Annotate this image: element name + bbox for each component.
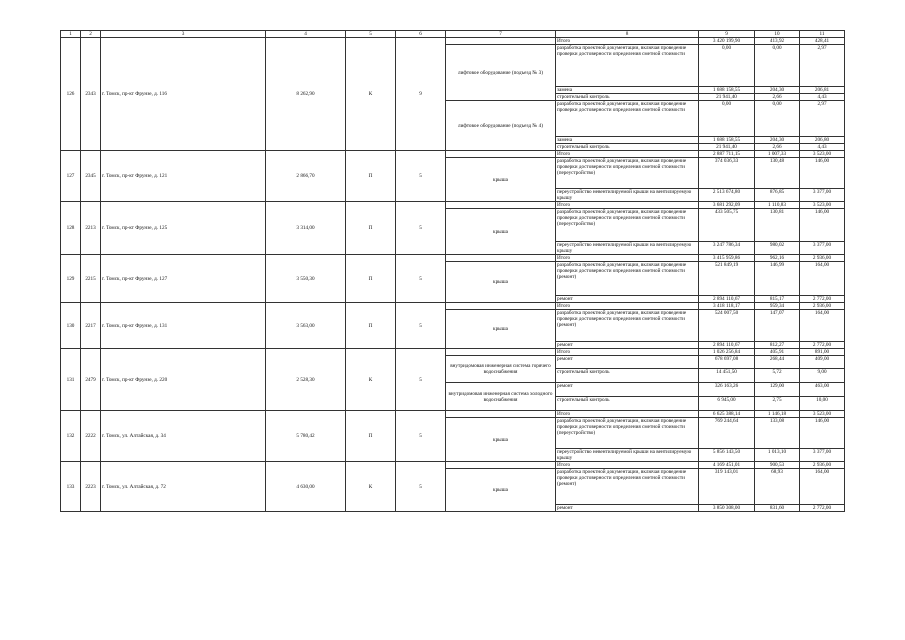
total-cost-per-m2: 962,16 [755, 255, 800, 262]
work-item-label: замена [556, 87, 699, 94]
work-item-limit-per-m2: 4,43 [800, 144, 845, 151]
table-row [61, 411, 845, 418]
work-item-label: строительный контроль [556, 144, 699, 151]
work-item-cost-per-m2: 68,93 [755, 469, 800, 505]
work-item-cost-per-m2: 2,66 [755, 94, 800, 101]
total-cost: 1 026 256,84 [699, 349, 755, 356]
work-item-cost-per-m2: 268,44 [755, 356, 800, 369]
work-item-label: переустройство невентилируемой крыши на вентилируемую крышу [556, 242, 699, 255]
total-cost: 4 169 451,01 [699, 462, 755, 469]
work-item-cost: 678 697,08 [699, 356, 755, 369]
house-area: 4 630,00 [266, 462, 346, 512]
total-label: Итого [556, 202, 699, 209]
column-header-5: 5 [346, 31, 396, 38]
house-class: П [346, 411, 396, 462]
work-item-label: разработка проектной документации, включая проведение проверки достоверности определения сметной стоимости (ремонт) [556, 262, 699, 296]
work-item-label: разработка проектной документации, включая проведение проверки достоверности определения сметной стоимости (ремонт) [556, 310, 699, 342]
work-item-cost-per-m2: 129,00 [755, 383, 800, 397]
work-item-cost: 1 688 158,55 [699, 137, 755, 144]
table-row [61, 151, 845, 158]
work-item-cost-per-m2: 133,08 [755, 418, 800, 449]
house-floors: 5 [396, 411, 446, 462]
total-cost-per-m2: 1 007,33 [755, 151, 800, 158]
work-type-blank [446, 462, 556, 469]
house-address: г. Томск, пр-кт Фрунзе, д. 131 [101, 303, 266, 349]
work-item-label: переустройство невентилируемой крыши на вентилируемую крышу [556, 449, 699, 462]
work-type: крыша [446, 418, 556, 462]
work-item-limit-per-m2: 206,80 [800, 137, 845, 144]
work-item-label: разработка проектной документации, включая проведение проверки достоверности определения сметной стоимости (переустройство) [556, 418, 699, 449]
work-item-limit-per-m2: 2 772,00 [800, 342, 845, 349]
work-item-limit-per-m2: 164,00 [800, 469, 845, 505]
work-item-cost-per-m2: 876,85 [755, 189, 800, 202]
work-type-blank [446, 151, 556, 158]
work-item-limit-per-m2: 2,97 [800, 45, 845, 87]
work-type: крыша [446, 262, 556, 303]
house-area: 2 866,70 [266, 151, 346, 202]
total-cost-per-m2: 413,92 [755, 38, 800, 45]
work-item-label: ремонт [556, 383, 699, 397]
work-item-limit-per-m2: 463,00 [800, 383, 845, 397]
row-number: 132 [61, 411, 81, 462]
row-number: 130 [61, 303, 81, 349]
row-number: 127 [61, 151, 81, 202]
house-floors: 5 [396, 255, 446, 303]
work-item-cost: 319 143,01 [699, 469, 755, 505]
column-header-3: 3 [101, 31, 266, 38]
work-type: лифтовое оборудование (подъезд № 3) [446, 45, 556, 101]
work-item-cost-per-m2: 812,27 [755, 342, 800, 349]
capital-repair-table [60, 30, 845, 512]
work-item-label: разработка проектной документации, включая проведение проверки достоверности определения сметной стоимости [556, 45, 699, 87]
table-row [61, 303, 845, 310]
work-item-cost: 3 247 786,34 [699, 242, 755, 255]
work-item-cost-per-m2: 0,00 [755, 101, 800, 137]
work-item-label: строительный контроль [556, 369, 699, 383]
row-number: 126 [61, 38, 81, 151]
work-item-cost-per-m2: 0,00 [755, 45, 800, 87]
total-cost: 3 681 292,09 [699, 202, 755, 209]
work-item-cost: 5 856 143,50 [699, 449, 755, 462]
table-row [61, 202, 845, 209]
house-area: 5 780,42 [266, 411, 346, 462]
table-header [61, 31, 845, 38]
work-item-cost-per-m2: 831,60 [755, 505, 800, 512]
work-item-label: ремонт [556, 505, 699, 512]
column-header-8: 8 [556, 31, 699, 38]
work-item-label: строительный контроль [556, 397, 699, 411]
work-type: крыша [446, 310, 556, 349]
house-id: 2217 [81, 303, 101, 349]
total-cost-per-m2: 405,91 [755, 349, 800, 356]
house-id: 2222 [81, 411, 101, 462]
work-item-cost-per-m2: 1 013,10 [755, 449, 800, 462]
total-cost: 3 415 959,86 [699, 255, 755, 262]
work-type-blank [446, 303, 556, 310]
house-id: 2345 [81, 151, 101, 202]
work-item-limit-per-m2: 146,00 [800, 209, 845, 242]
house-id: 2215 [81, 255, 101, 303]
work-item-cost-per-m2: 5,72 [755, 369, 800, 383]
work-item-label: разработка проектной документации, включая проведение проверки достоверности определения сметной стоимости (переустройство) [556, 158, 699, 189]
work-item-cost: 21 941,40 [699, 144, 755, 151]
work-item-limit-per-m2: 4,43 [800, 94, 845, 101]
work-item-cost: 524 007,50 [699, 310, 755, 342]
work-item-cost: 433 505,75 [699, 209, 755, 242]
house-floors: 5 [396, 151, 446, 202]
house-class: П [346, 202, 396, 255]
work-type-blank [446, 202, 556, 209]
work-type: внутридомовая инженерная система горячего водоснабжения [446, 356, 556, 383]
house-floors: 5 [396, 349, 446, 411]
work-item-limit-per-m2: 3 377,00 [800, 242, 845, 255]
row-number: 131 [61, 349, 81, 411]
house-class: П [346, 151, 396, 202]
work-item-label: разработка проектной документации, включая проведение проверки достоверности определения сметной стоимости (ремонт) [556, 469, 699, 505]
work-item-label: разработка проектной документации, включая проведение проверки достоверности определения сметной стоимости [556, 101, 699, 137]
total-label: Итого [556, 303, 699, 310]
house-class: К [346, 349, 396, 411]
column-header-4: 4 [266, 31, 346, 38]
table-body [61, 38, 845, 512]
house-class: К [346, 462, 396, 512]
work-type-blank [446, 411, 556, 418]
total-cost: 3 418 118,17 [699, 303, 755, 310]
work-item-cost-per-m2: 2,66 [755, 144, 800, 151]
house-id: 2223 [81, 462, 101, 512]
column-header-2: 2 [81, 31, 101, 38]
column-header-10: 10 [755, 31, 800, 38]
house-floors: 5 [396, 303, 446, 349]
house-class: П [346, 303, 396, 349]
work-item-limit-per-m2: 10,00 [800, 397, 845, 411]
total-limit-per-m2: 3 523,00 [800, 202, 845, 209]
house-class: П [346, 255, 396, 303]
work-type: крыша [446, 158, 556, 202]
work-type-blank [446, 255, 556, 262]
total-label: Итого [556, 411, 699, 418]
total-cost-per-m2: 1 110,83 [755, 202, 800, 209]
work-item-cost: 769 244,64 [699, 418, 755, 449]
work-item-cost: 2 513 674,80 [699, 189, 755, 202]
house-address: г. Томск, ул. Алтайская, д. 72 [101, 462, 266, 512]
total-limit-per-m2: 891,00 [800, 349, 845, 356]
work-item-cost-per-m2: 130,48 [755, 158, 800, 189]
house-address: г. Томск, ул. Алтайская, д. 34 [101, 411, 266, 462]
house-address: г. Томск, пр-кт Фрунзе, д. 220 [101, 349, 266, 411]
column-header-11: 11 [800, 31, 845, 38]
total-limit-per-m2: 2 936,00 [800, 255, 845, 262]
work-item-cost-per-m2: 815,17 [755, 296, 800, 303]
work-type-blank [446, 38, 556, 45]
work-type: лифтовое оборудование (подъезд № 4) [446, 101, 556, 151]
total-label: Итого [556, 462, 699, 469]
work-item-label: строительный контроль [556, 94, 699, 101]
work-item-limit-per-m2: 2 772,00 [800, 505, 845, 512]
work-item-cost-per-m2: 204,30 [755, 87, 800, 94]
table-row [61, 255, 845, 262]
house-address: г. Томск, пр-кт Фрунзе, д. 121 [101, 151, 266, 202]
total-cost: 3 420 199,90 [699, 38, 755, 45]
work-item-limit-per-m2: 3 377,00 [800, 189, 845, 202]
work-item-limit-per-m2: 164,00 [800, 262, 845, 296]
house-area: 3 314,00 [266, 202, 346, 255]
work-item-limit-per-m2: 409,00 [800, 356, 845, 369]
row-number: 129 [61, 255, 81, 303]
work-item-cost: 1 688 158,55 [699, 87, 755, 94]
work-item-limit-per-m2: 2,97 [800, 101, 845, 137]
table-row [61, 462, 845, 469]
document-page [60, 30, 844, 512]
total-limit-per-m2: 3 523,00 [800, 151, 845, 158]
total-cost: 2 887 711,15 [699, 151, 755, 158]
work-item-cost: 374 036,33 [699, 158, 755, 189]
row-number: 133 [61, 462, 81, 512]
work-item-limit-per-m2: 9,00 [800, 369, 845, 383]
work-item-cost-per-m2: 147,07 [755, 310, 800, 342]
house-floors: 5 [396, 462, 446, 512]
work-item-cost: 0,00 [699, 101, 755, 137]
house-id: 2343 [81, 38, 101, 151]
work-item-label: разработка проектной документации, включая проведение проверки достоверности определения сметной стоимости (переустройство) [556, 209, 699, 242]
work-item-cost: 2 894 110,67 [699, 342, 755, 349]
house-class: К [346, 38, 396, 151]
work-item-cost: 21 941,40 [699, 94, 755, 101]
work-item-label: ремонт [556, 342, 699, 349]
house-address: г. Томск, пр-кт Фрунзе, д. 125 [101, 202, 266, 255]
work-type: крыша [446, 469, 556, 512]
work-item-limit-per-m2: 206,81 [800, 87, 845, 94]
work-item-cost-per-m2: 980,02 [755, 242, 800, 255]
column-header-1: 1 [61, 31, 81, 38]
work-item-label: ремонт [556, 356, 699, 369]
work-item-cost-per-m2: 130,81 [755, 209, 800, 242]
work-item-cost-per-m2: 146,99 [755, 262, 800, 296]
work-type: внутридомовая инженерная система холодного водоснабжения [446, 383, 556, 411]
work-item-label: замена [556, 137, 699, 144]
total-cost: 6 625 388,14 [699, 411, 755, 418]
work-item-cost: 3 850 308,00 [699, 505, 755, 512]
total-limit-per-m2: 2 936,00 [800, 303, 845, 310]
work-item-limit-per-m2: 2 772,00 [800, 296, 845, 303]
work-item-cost: 2 894 110,67 [699, 296, 755, 303]
work-item-limit-per-m2: 146,00 [800, 418, 845, 449]
house-floors: 5 [396, 202, 446, 255]
work-item-cost-per-m2: 204,30 [755, 137, 800, 144]
total-limit-per-m2: 2 936,00 [800, 462, 845, 469]
house-address: г. Томск, пр-кт Фрунзе, д. 127 [101, 255, 266, 303]
total-cost-per-m2: 900,53 [755, 462, 800, 469]
work-type: крыша [446, 209, 556, 255]
house-id: 2479 [81, 349, 101, 411]
house-area: 3 550,30 [266, 255, 346, 303]
work-item-label: переустройство невентилируемой крыши на вентилируемую крышу [556, 189, 699, 202]
work-item-cost-per-m2: 2,75 [755, 397, 800, 411]
work-item-cost: 14 451,50 [699, 369, 755, 383]
work-item-limit-per-m2: 146,00 [800, 158, 845, 189]
table-row [61, 38, 845, 45]
column-header-6: 6 [396, 31, 446, 38]
work-item-limit-per-m2: 164,00 [800, 310, 845, 342]
work-item-limit-per-m2: 3 377,00 [800, 449, 845, 462]
total-cost-per-m2: 959,34 [755, 303, 800, 310]
total-limit-per-m2: 3 523,00 [800, 411, 845, 418]
work-item-label: ремонт [556, 296, 699, 303]
house-floors: 9 [396, 38, 446, 151]
house-area: 2 528,30 [266, 349, 346, 411]
house-address: г. Томск, пр-кт Фрунзе, д. 116 [101, 38, 266, 151]
total-limit-per-m2: 428,41 [800, 38, 845, 45]
work-item-cost: 521 849,19 [699, 262, 755, 296]
house-area: 8 262,90 [266, 38, 346, 151]
total-label: Итого [556, 255, 699, 262]
work-type-blank [446, 349, 556, 356]
house-area: 3 563,00 [266, 303, 346, 349]
work-item-cost: 6 945,00 [699, 397, 755, 411]
total-label: Итого [556, 151, 699, 158]
column-header-9: 9 [699, 31, 755, 38]
house-id: 2213 [81, 202, 101, 255]
work-item-cost: 0,00 [699, 45, 755, 87]
table-row [61, 349, 845, 356]
total-label: Итого [556, 349, 699, 356]
total-cost-per-m2: 1 146,18 [755, 411, 800, 418]
total-label: Итого [556, 38, 699, 45]
work-item-cost: 326 163,26 [699, 383, 755, 397]
column-header-7: 7 [446, 31, 556, 38]
row-number: 128 [61, 202, 81, 255]
